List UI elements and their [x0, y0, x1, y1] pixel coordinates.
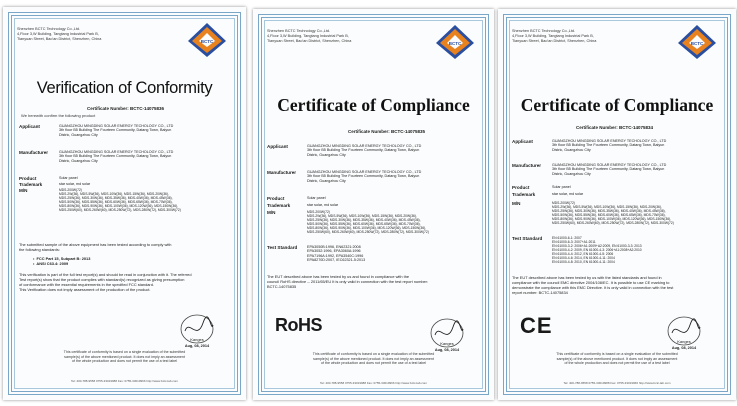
- product-label: Product: [512, 185, 530, 190]
- applicant-value: [552, 139, 666, 152]
- footer-line: of the whole production and does not permit the use of a test label: [71, 359, 178, 364]
- product-label: Product: [19, 176, 37, 181]
- model-line: MDS-50W(36), MDS-55W(36), MDS-60W(36), MDS-65W(36), MDS-70W(36),: [59, 200, 173, 204]
- model-line: MDS-25W(36), MDS-30W(36), MDS-35W(36), MDS-40W(36), MDS-45W(36),: [552, 209, 666, 213]
- body-line: demonstrate the compliance with this EMC Directive. It is only valid in connection with the test: [512, 284, 674, 290]
- issuer-line: Shenzhen BCTC Technology Co.,Ltd.: [17, 27, 81, 31]
- issuer-line: Shenzhen BCTC Technology Co.,Ltd.: [267, 29, 331, 33]
- body-line: This Verification does not imply assessment of the production of the product.: [19, 286, 151, 292]
- manufacturer-line: GUANGZHOU MINGDING SOLAR ENERGY TECHOLOGY CO., LTD: [552, 163, 667, 167]
- bctc-logo: [676, 23, 718, 61]
- certificate-footer: [266, 352, 481, 366]
- manufacturer-label: Manufacturer: [267, 170, 297, 175]
- product-value: Solar panel: [552, 185, 571, 189]
- bctc-logo: [186, 21, 228, 59]
- models-value: [59, 188, 181, 212]
- models-row: [19, 188, 239, 218]
- bctc-logo: [434, 23, 476, 61]
- applicant-line: Distric, Guangzhou City: [307, 152, 346, 157]
- issuer-address: [512, 29, 632, 44]
- seal-name: Kanges: [677, 339, 691, 344]
- seal-date: Aug, 08, 2014: [671, 346, 697, 350]
- test-standard-line: EN 61000-6-3: 2007+A1:2011: [552, 240, 596, 244]
- applicant-line: GUANGZHOU MINGDING SOLAR ENERGY TECHOLOGY CO., LTD: [307, 144, 422, 148]
- body-line: The EUT described above has been tested by us and found in compliance with the: [267, 274, 410, 279]
- product-value: Solar panel: [307, 196, 326, 200]
- verification-body: [19, 273, 239, 293]
- model-line: MDS-250W(60), MDS-260W(60), MDS-250W(72), MDS-280W(72), MDS-300W(72): [59, 208, 181, 212]
- model-line: MDS-50W(36), MDS-55W(36), MDS-60W(36), MDS-65W(36), MDS-70W(36),: [307, 222, 421, 226]
- trademark-label: Trademark: [19, 182, 43, 187]
- test-standard-line: EN 61000-4-8: 2010, EN 61000-4-11: 2004: [552, 260, 615, 264]
- issuer-line: Tianyuan Street, Bao'an District, Shenzhen, China: [267, 39, 352, 43]
- issuer-address: [17, 27, 137, 42]
- applicant-label: Applicant: [512, 139, 533, 144]
- issuer-line: Shenzhen BCTC Technology Co.,Ltd.: [512, 29, 576, 33]
- certificate-footer: [17, 350, 232, 364]
- manufacturer-value: [552, 163, 666, 176]
- seal-name: Kanges: [440, 341, 454, 346]
- footer-line: sample(s) of the above mentioned product. It does not imply an assessment: [556, 356, 678, 361]
- body-line: council RoHS directive -- 2011/65/EU It is only valid in connection with the test report number:: [267, 278, 429, 284]
- issuer-line: 4,Floor 3,W Building, Tangtang Industrial Park B,: [17, 32, 99, 36]
- certificate-number: Certificate Number: BCTC-14075835: [348, 129, 426, 134]
- standards-list: [33, 257, 90, 267]
- logo-text: BCTC: [200, 39, 214, 44]
- rohs-mark: RoHS: [275, 315, 322, 335]
- model-line: MDS-200W(72): [552, 201, 575, 205]
- footer-line: This certificate of conformity is based on a single evaluation of the submitted: [556, 352, 678, 356]
- certificate-number: Certificate Number: BCTC-14075836: [87, 106, 165, 111]
- certificate-fcc: [3, 7, 246, 400]
- intro-line: the following standards:: [19, 246, 60, 252]
- test-standard-line: EPA8270D:2007, IEC62321-5:2013: [307, 257, 366, 262]
- test-standard-value: [552, 236, 642, 264]
- footer-line: sample(s) of the above mentioned product. It does not imply an assessment: [64, 354, 185, 359]
- manufacturer-line: Distric, Guangzhou City: [307, 178, 346, 183]
- manufacturer-line: GUANGZHOU MINGDING SOLAR ENERGY TECHOLOGY CO., LTD: [59, 150, 174, 154]
- certificate-subtitle: We herewith confirm the following product: [21, 113, 96, 118]
- test-standard-row: [267, 245, 482, 269]
- model-line: MDS-250W(60), MDS-260W(60), MDS-250W(72), MDS-280W(72), MDS-300W(72): [552, 221, 674, 225]
- applicant-line: Distric, Guangzhou City: [552, 147, 591, 152]
- certificate-title: Certificate of Compliance: [277, 95, 470, 115]
- body-line: of conformance with the essential requirements in the specified FCC standard.: [19, 281, 154, 287]
- compliance-body: [512, 276, 730, 296]
- manufacturer-line: GUANGZHOU MINGDING SOLAR ENERGY TECHOLOGY CO., LTD: [307, 170, 422, 174]
- applicant-value: [307, 144, 421, 157]
- issuer-line: Tianyuan Street, Bao'an District, Shenzhen, China: [17, 37, 102, 41]
- applicant-row: [19, 124, 234, 144]
- applicant-row: [267, 144, 482, 164]
- logo-text: BCTC: [690, 41, 704, 46]
- mn-label: M/N: [267, 210, 276, 215]
- issuer-line: Tianyuan Street, Bao'an District, Shenzhen, China: [512, 39, 597, 43]
- contact-line: Tel: 400-788-9558 0755-33019988 Fax: 0755-33019966 http://www.bctc-lab.com: [563, 381, 671, 385]
- seal-date: Aug, 08, 2014: [434, 348, 460, 352]
- signature-seal: [662, 313, 706, 353]
- test-standard-line: EN 61000-6-1: 2007: [552, 236, 582, 240]
- standards-intro: [19, 243, 234, 253]
- issuer-address: [267, 29, 387, 44]
- contact-line: Tel: 400-788-9558 0755-33019988 Fax: 0755-33019966 http://www.bctc-lab.com: [70, 379, 179, 383]
- model-line: MDS-2W(36), MDS-5W(36), MDS-10W(36), MDS-15W(36), MDS-20W(36),: [307, 214, 417, 218]
- body-line: Test report(s) show that the product complies with standard(s) recognized as giving presumption: [19, 276, 185, 282]
- model-line: MDS-250W(60), MDS-260W(60), MDS-250W(72), MDS-280W(72), MDS-300W(72): [307, 230, 429, 234]
- manufacturer-line: 3th floor B5 Building The Fourteen Community, Datang Town, Baiyun: [307, 174, 420, 179]
- manufacturer-value: [59, 150, 173, 163]
- test-standard-value: [307, 245, 365, 262]
- footer-line: of the whole production and does not permit the use of a test label: [564, 361, 670, 366]
- product-label: Product: [267, 196, 285, 201]
- signature-seal: [175, 311, 219, 351]
- manufacturer-label: Manufacturer: [512, 163, 542, 168]
- test-standard-line: EN 61000-3-2: 2006+A1:2009+A2:2009, EN 61000-3-3: 2013: [552, 244, 642, 248]
- mn-label: M/N: [512, 201, 521, 206]
- trademark-value: star solar, md solar: [59, 182, 91, 186]
- issuer-line: 4,Floor 3,W Building, Tangtang Industrial Park B,: [267, 34, 349, 38]
- manufacturer-line: Distric, Guangzhou City: [59, 158, 98, 163]
- models-row: [512, 201, 732, 231]
- model-line: MDS-80W(36), MDS-90W(36), MDS-100W(36), MDS-120W(36), MDS-150W(36),: [59, 204, 179, 208]
- trademark-label: Trademark: [512, 192, 536, 197]
- trademark-value: star solar, md solar: [552, 192, 584, 196]
- test-standard-line: EN 61000-4-4: 2012, EN 61000-4-5: 2006: [552, 252, 614, 256]
- signature-seal: [425, 315, 469, 355]
- certificate-title: Verification of Conformity: [36, 79, 213, 97]
- applicant-label: Applicant: [19, 124, 40, 129]
- manufacturer-label: Manufacturer: [19, 150, 49, 155]
- models-value: [307, 210, 429, 234]
- applicant-value: [59, 124, 173, 137]
- manufacturer-line: Distric, Guangzhou City: [552, 171, 591, 176]
- standard-item: • ANSI C63.4: 2009: [33, 260, 69, 266]
- model-line: MDS-200W(72): [307, 210, 330, 214]
- body-line: compliance with the council EMC directive 2004/108/EC. It is possible to use CE marking to: [512, 279, 670, 285]
- issuer-line: 4,Floor 3,W Building, Tangtang Industrial Park B,: [512, 34, 594, 38]
- test-standard-line: EPA7196A:1992, EPA3540C:1996: [307, 253, 364, 258]
- applicant-line: 3th floor B5 Building The Fourteen Community, Datang Town, Baiyun: [59, 128, 172, 133]
- compliance-body: [267, 275, 487, 290]
- manufacturer-value: [307, 170, 421, 183]
- models-row: [267, 210, 489, 240]
- applicant-label: Applicant: [267, 144, 288, 149]
- certificate-title: Certificate of Compliance: [520, 95, 714, 115]
- certificate-rohs: [253, 9, 494, 400]
- test-standard-row: [512, 236, 732, 268]
- test-standard-line: EN 61000-4-6: 2014, EN 61000-4-11: 2004: [552, 256, 615, 260]
- applicant-line: Distric, Guangzhou City: [59, 132, 98, 137]
- standard-text: FCC Part 15, Subpart B: 2013: [36, 256, 91, 261]
- models-value: [552, 201, 674, 225]
- model-line: MDS-2W(36), MDS-5W(36), MDS-10W(36), MDS-15W(36), MDS-20W(36),: [59, 192, 169, 196]
- seal-name: Kanges: [190, 337, 204, 342]
- manufacturer-row: [19, 150, 234, 170]
- applicant-line: GUANGZHOU MINGDING SOLAR ENERGY TECHOLOGY CO., LTD: [59, 124, 174, 128]
- test-standard-line: EPA3052:1996, EPA3060A:1996: [307, 249, 361, 254]
- ce-mark: CE: [520, 313, 553, 338]
- model-line: MDS-50W(36), MDS-55W(36), MDS-60W(36), MDS-65W(36), MDS-70W(36),: [552, 213, 666, 217]
- standard-text: ANSI C63.4: 2009: [36, 260, 69, 266]
- certificate-footer: [510, 352, 724, 366]
- footer-line: sample(s) of the above mentioned product. It does not imply an assessment: [313, 356, 434, 361]
- test-standard-label: Test Standard: [512, 236, 543, 241]
- applicant-line: 3th floor B5 Building The Fourteen Community, Datang Town, Baiyun: [552, 143, 665, 148]
- test-standard-line: EN 61000-4-2: 2009, EN 61000-4-3: 2006+A1:2008+A2:2010: [552, 248, 642, 252]
- body-line: report number: BCTC-14075834: [512, 289, 568, 295]
- manufacturer-row: [512, 163, 727, 183]
- intro-line: The submitted sample of the above equipment has been tested according to comply with: [19, 242, 172, 247]
- product-value: Solar panel: [59, 176, 78, 180]
- footer-line: This certificate of conformity is based on a single evaluation of the submitted: [63, 350, 186, 354]
- model-line: MDS-2W(36), MDS-5W(36), MDS-10W(36), MDS-15W(36), MDS-20W(36),: [552, 205, 662, 209]
- test-standard-label: Test Standard: [267, 245, 298, 250]
- manufacturer-row: [267, 170, 482, 190]
- mn-label: M/N: [19, 188, 28, 193]
- manufacturer-line: 3th floor B5 Building The Fourteen Community, Datang Town, Baiyun: [552, 167, 665, 172]
- logo-text: BCTC: [448, 41, 462, 46]
- test-standard-line: EPA3050B:1996, EN62321:2008: [307, 245, 361, 249]
- footer-line: This certificate of conformity is based on a single evaluation of the submitted: [312, 352, 435, 356]
- body-line: BCTC-14075835: [267, 283, 297, 289]
- manufacturer-line: 3th floor B5 Building The Fourteen Community, Datang Town, Baiyun: [59, 154, 172, 159]
- model-line: MDS-25W(36), MDS-30W(36), MDS-35W(36), MDS-40W(36), MDS-45W(36),: [59, 196, 173, 200]
- trademark-value: star solar, md solar: [307, 203, 339, 207]
- footer-line: of the whole production and does not permit the use of a test label: [320, 361, 427, 366]
- contact-line: Tel: 400-788-9558 0755-33019988 Fax: 0755-33019966 http://www.bctc-lab.com: [319, 381, 428, 385]
- certificate-number: Certificate Number: BCTC-14075834: [576, 125, 654, 130]
- model-line: MDS-25W(36), MDS-30W(36), MDS-35W(36), MDS-40W(36), MDS-45W(36),: [307, 218, 421, 222]
- applicant-line: GUANGZHOU MINGDING SOLAR ENERGY TECHOLOGY CO., LTD: [552, 139, 667, 143]
- seal-date: Aug, 08, 2014: [184, 344, 210, 348]
- certificate-ce: [498, 9, 736, 400]
- standard-item: • FCC Part 15, Subpart B: 2013: [33, 256, 91, 261]
- applicant-row: [512, 139, 727, 159]
- model-line: MDS-200W(72): [59, 188, 82, 192]
- trademark-label: Trademark: [267, 203, 291, 208]
- body-line: This verification is part of the full test report(s) and should be read in conjunction with it. The referred: [19, 272, 192, 277]
- model-line: MDS-80W(36), MDS-90W(36), MDS-100W(36), MDS-120W(36), MDS-150W(36),: [552, 217, 672, 221]
- model-line: MDS-80W(36), MDS-90W(36), MDS-100W(36), MDS-120W(36), MDS-150W(36),: [307, 226, 427, 230]
- applicant-line: 3th floor B5 Building The Fourteen Community, Datang Town, Baiyun: [307, 148, 420, 153]
- body-line: The EUT described above has been tested by us with the listed standards and found in: [512, 275, 662, 280]
